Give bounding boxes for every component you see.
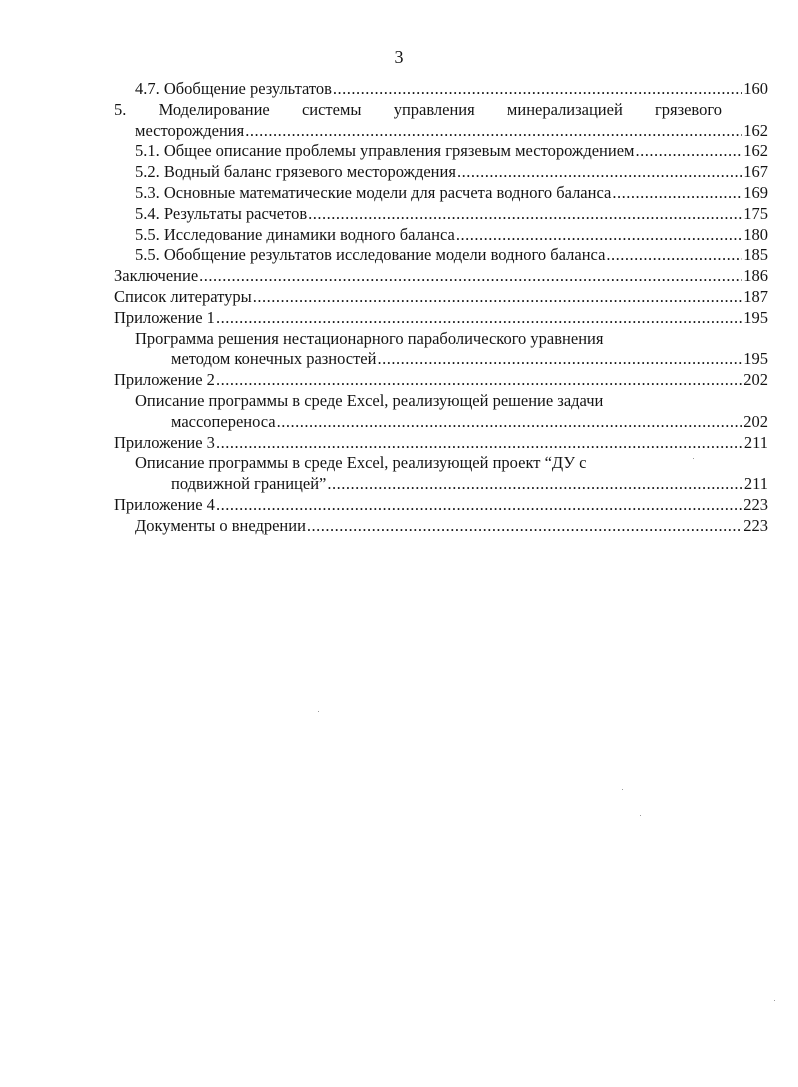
toc-entry-title: 5.3. Основные математические модели для расчета водного баланса	[135, 182, 612, 202]
toc-entry-5-line-2	[114, 121, 768, 142]
dot-leader	[253, 287, 743, 308]
toc-entry-page: 175	[743, 203, 768, 223]
dot-leader	[216, 433, 743, 454]
scan-speck	[318, 711, 319, 712]
toc-entry-title: 5.5. Обобщение результатов исследование модели водного баланса	[135, 245, 606, 265]
toc-entry-title: месторождения	[135, 120, 245, 140]
toc-entry-page: 211	[743, 432, 768, 452]
toc-entry-page: 195	[743, 307, 768, 327]
toc-entry-page: 223	[743, 494, 768, 514]
toc-heading-word: системы	[301, 99, 362, 119]
toc-entry-5-5-dynamics	[114, 225, 768, 246]
toc-entry-page: 180	[743, 224, 768, 244]
scan-speck	[693, 458, 694, 459]
toc-entry-5-line-1	[114, 100, 768, 121]
toc-entry-5-2	[114, 162, 768, 183]
toc-entry-appendix-1-desc-line-2	[114, 349, 768, 370]
toc-heading-word: управления	[393, 99, 475, 119]
table-of-contents	[114, 79, 768, 537]
toc-entry-page: 169	[743, 182, 768, 202]
toc-entry-title: массопереноса	[171, 411, 276, 431]
toc-entry-appendix-3-desc-line-2	[114, 474, 768, 495]
dot-leader	[377, 349, 742, 370]
toc-entry-page: 160	[743, 79, 768, 98]
toc-entry-title: Приложение 3	[114, 432, 215, 452]
dot-leader	[216, 370, 742, 391]
dot-leader	[216, 495, 742, 516]
dot-leader	[333, 79, 742, 100]
toc-entry-title: подвижной границей”	[171, 474, 327, 494]
toc-entry-page: 162	[743, 141, 768, 161]
toc-entry-conclusion	[114, 266, 768, 287]
dot-leader	[277, 412, 743, 433]
toc-entry-page: 186	[743, 266, 768, 286]
dot-leader	[199, 266, 742, 287]
toc-entry-title: Приложение 2	[114, 370, 215, 390]
dot-leader	[308, 204, 742, 225]
toc-entry-appendix-3	[114, 433, 768, 454]
toc-entry-title: 4.7. Обобщение результатов	[135, 79, 332, 98]
toc-entry-5-5-summary	[114, 245, 768, 266]
dot-leader	[606, 245, 742, 266]
dot-leader	[307, 516, 742, 537]
toc-entry-title: Документы о внедрении	[135, 515, 306, 535]
toc-entry-page: 202	[743, 411, 768, 431]
dot-leader	[635, 141, 742, 162]
toc-entry-appendix-1-desc-line-1	[114, 329, 768, 350]
toc-entry-title: Описание программы в среде Excel, реализующей решение задачи	[135, 390, 604, 410]
dot-leader	[457, 162, 742, 183]
toc-entry-5-1	[114, 141, 768, 162]
toc-entry-4-7	[114, 79, 768, 100]
toc-heading-word: грязевого	[654, 99, 722, 119]
toc-entry-title: 5.4. Результаты расчетов	[135, 203, 308, 223]
toc-entry-title: Описание программы в среде Excel, реализующей проект “ДУ с	[135, 453, 587, 473]
scan-speck	[622, 789, 623, 790]
toc-entry-title: Программа решения нестационарного параболического уравнения	[135, 328, 604, 348]
toc-entry-title: Приложение 1	[114, 307, 215, 327]
dot-leader	[245, 121, 742, 142]
toc-entry-title: Приложение 4	[114, 494, 215, 514]
toc-entry-title: Заключение	[114, 266, 199, 286]
toc-entry-title: 5.1. Общее описание проблемы управления грязевым месторождением	[135, 141, 635, 161]
scan-speck	[774, 1000, 775, 1001]
toc-entry-implementation-docs	[114, 516, 768, 537]
toc-entry-page: 202	[743, 370, 768, 390]
dot-leader	[612, 183, 742, 204]
page-number: 3	[394, 47, 404, 67]
toc-entry-appendix-2-desc-line-2	[114, 412, 768, 433]
dot-leader	[327, 474, 742, 495]
toc-entry-title: Список литературы	[114, 286, 252, 306]
toc-heading-word: Моделирование	[158, 99, 270, 119]
dot-leader	[216, 308, 742, 329]
toc-entry-title: 5.5. Исследование динамики водного баланса	[135, 224, 455, 244]
toc-entry-page: 167	[743, 162, 768, 182]
toc-entry-page: 211	[743, 474, 768, 494]
toc-entry-appendix-2	[114, 370, 768, 391]
toc-entry-title: методом конечных разностей	[171, 349, 377, 369]
toc-entry-page: 223	[743, 515, 768, 535]
toc-entry-references	[114, 287, 768, 308]
toc-entry-5-3	[114, 183, 768, 204]
toc-entry-appendix-3-desc-line-1	[114, 453, 768, 474]
toc-entry-page: 195	[743, 349, 768, 369]
toc-entry-appendix-1	[114, 308, 768, 329]
scan-speck	[640, 815, 641, 816]
dot-leader	[456, 225, 742, 246]
toc-entry-page: 187	[743, 286, 768, 306]
toc-heading-word: минерализацией	[506, 99, 623, 119]
toc-entry-5-4	[114, 204, 768, 225]
toc-entry-page: 185	[743, 245, 768, 265]
toc-entry-page: 162	[743, 120, 768, 140]
toc-heading-word: 5.	[114, 99, 127, 119]
toc-entry-title: 5.2. Водный баланс грязевого месторождения	[135, 162, 456, 182]
toc-entry-appendix-4	[114, 495, 768, 516]
toc-entry-appendix-2-desc-line-1	[114, 391, 768, 412]
